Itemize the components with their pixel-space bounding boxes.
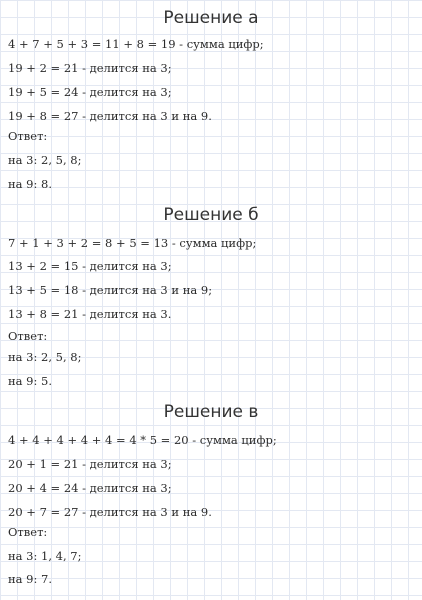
section-b-answer-label: Ответ: [8,329,48,343]
section-b-line-1: 7 + 1 + 3 + 2 = 8 + 5 = 13 - сумма цифр; [8,236,257,250]
section-a-answer-label: Ответ: [8,129,48,143]
section-c-line-3: 20 + 4 = 24 - делится на 3; [8,481,172,495]
section-c-line-4: 20 + 7 = 27 - делится на 3 и на 9. [8,505,212,519]
section-a-title: Решение а [163,8,259,28]
section-c-line-2: 20 + 1 = 21 - делится на 3; [8,457,172,471]
section-c-answer-3: на 3: 1, 4, 7; [8,549,82,563]
section-b-title: Решение б [163,205,259,225]
section-b-line-3: 13 + 5 = 18 - делится на 3 и на 9; [8,283,213,297]
section-a-answer-9: на 9: 8. [8,177,52,191]
section-a-answer-3: на 3: 2, 5, 8; [8,153,82,167]
section-c-answer-label: Ответ: [8,525,48,539]
section-b-line-4: 13 + 8 = 21 - делится на 3. [8,307,172,321]
section-a-line-1: 4 + 7 + 5 + 3 = 11 + 8 = 19 - сумма цифр; [8,37,264,51]
section-a-line-4: 19 + 8 = 27 - делится на 3 и на 9. [8,109,212,123]
section-b-line-2: 13 + 2 = 15 - делится на 3; [8,259,172,273]
section-c-line-1: 4 + 4 + 4 + 4 + 4 = 4 * 5 = 20 - сумма цифр; [8,433,277,447]
section-b-answer-9: на 9: 5. [8,374,52,388]
section-c-answer-9: на 9: 7. [8,572,52,586]
section-a-line-3: 19 + 5 = 24 - делится на 3; [8,85,172,99]
section-b-answer-3: на 3: 2, 5, 8; [8,350,82,364]
section-a-line-2: 19 + 2 = 21 - делится на 3; [8,61,172,75]
section-c-title: Решение в [163,402,259,422]
